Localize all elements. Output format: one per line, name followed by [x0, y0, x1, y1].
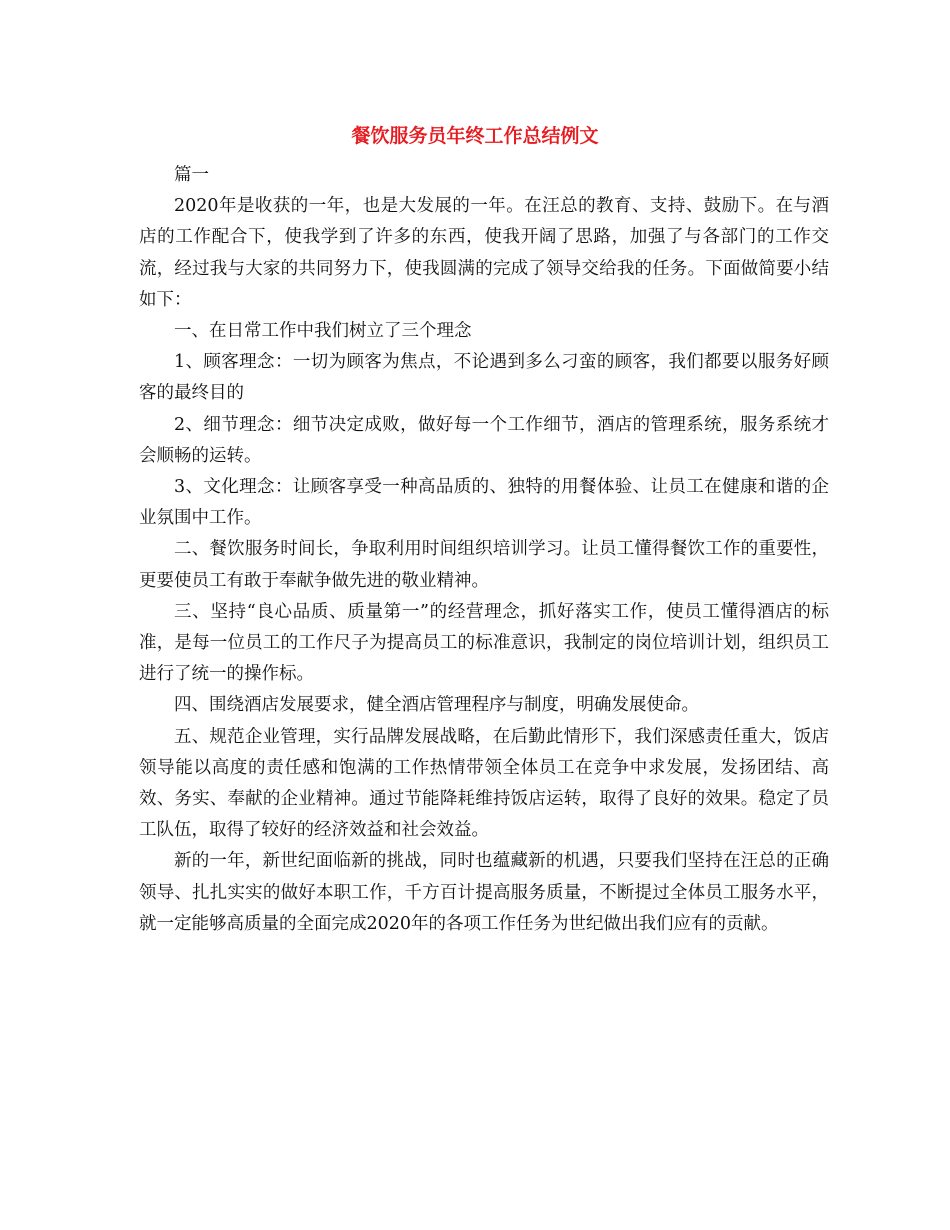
- paragraph-training: 二、餐饮服务时间长，争取利用时间组织培训学习。让员工懂得餐饮工作的重要性，更要使员工有敢于奉献争做先进的敬业精神。: [139, 539, 829, 591]
- paragraph-new-year: 新的一年，新世纪面临新的挑战，同时也蕴藏新的机遇，只要我们坚持在汪总的正确领导、扎扎实实的做好本职工作，千方百计提高服务质量，不断提过全体员工服务水平，就一定能够高质量的全面完成2020年的各项工作任务为世纪做出我们应有的贡献。: [139, 851, 829, 934]
- document-body: [139, 160, 829, 940]
- document-title: 餐饮服务员年终工作总结例文: [351, 125, 599, 147]
- paragraph-development: 四、围绕酒店发展要求，健全酒店管理程序与制度，明确发展使命。: [174, 695, 699, 716]
- paragraph-management: 五、规范企业管理，实行品牌发展战略，在后勤此情形下，我们深感责任重大，饭店领导能以高度的责任感和饱满的工作热情带领全体员工在竞争中求发展，发扬团结、高效、务实、奉献的企业精神。通过节能降耗维持饭店运转，取得了良好的效果。稳定了员工队伍，取得了较好的经济效益和社会效益。: [139, 726, 829, 841]
- paragraph-quality: 三、坚持“良心品质、质量第一”的经营理念，抓好落实工作，使员工懂得酒店的标准，是每一位员工的工作尺子为提高员工的标准意识，我制定的岗位培训计划，组织员工进行了统一的操作标。: [139, 601, 829, 685]
- section-label: 篇一: [174, 165, 209, 185]
- paragraph-detail-concept: 2、细节理念：细节决定成败，做好每一个工作细节，酒店的管理系统，服务系统才会顺畅的运转。: [139, 414, 829, 466]
- paragraph-intro: 2020年是收获的一年，也是大发展的一年。在汪总的教育、支持、鼓励下。在与酒店的工作配合下，使我学到了许多的东西，使我开阔了思路，加强了与各部门的工作交流，经过我与大家的共同努力下，使我圆满的完成了领导交给我的任务。下面做简要小结如下：: [139, 196, 829, 310]
- paragraph-culture-concept: 3、文化理念：让顾客享受一种高品质的、独特的用餐体验、让员工在健康和谐的企业氛围中工作。: [139, 477, 829, 529]
- paragraph-heading-concepts: 一、在日常工作中我们树立了三个理念: [174, 321, 472, 342]
- paragraph-customer-concept: 1、顾客理念：一切为顾客为焦点，不论遇到多么刁蛮的顾客，我们都要以服务好顾客的最终目的: [139, 352, 829, 404]
